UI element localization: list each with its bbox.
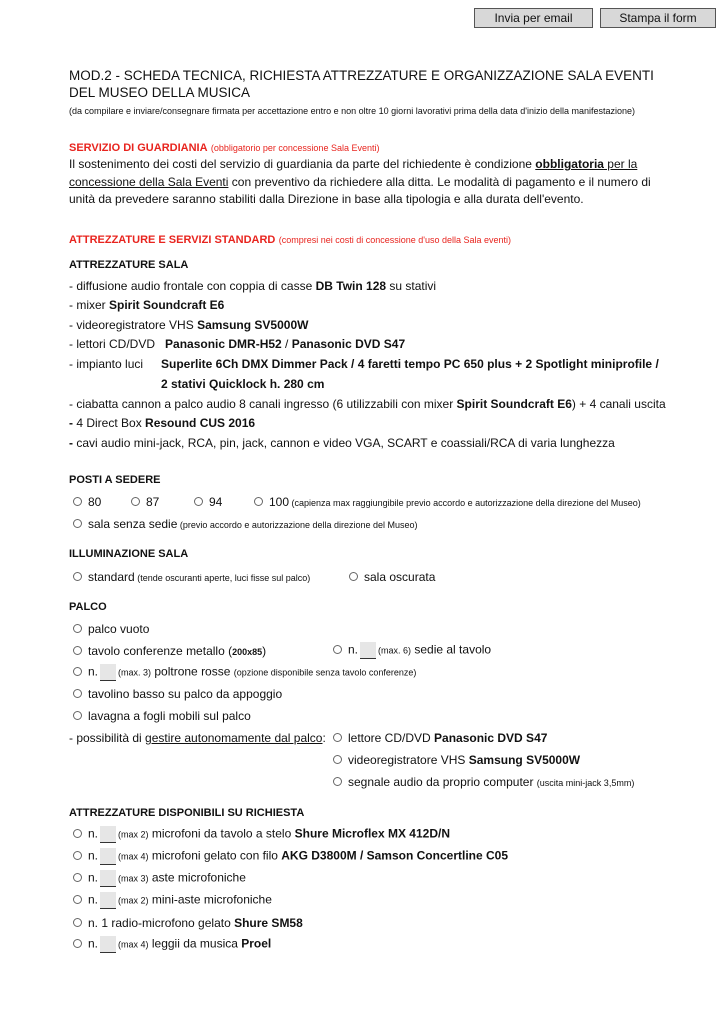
- sala-line-1: - diffusione audio frontale con coppia di casse DB Twin 128 su stativi: [69, 279, 437, 293]
- radio-richiesta-6[interactable]: [73, 939, 82, 948]
- radio-tavolino[interactable]: [73, 689, 82, 698]
- sala-line-2: - mixer Spirit Soundcraft E6: [69, 298, 225, 312]
- posti-heading: POSTI A SEDERE: [69, 474, 161, 486]
- palco-option-vhs[interactable]: videoregistratore VHS Samsung SV5000W: [333, 753, 580, 767]
- radio-palco-vuoto[interactable]: [73, 624, 82, 633]
- illum-heading: ILLUMINAZIONE SALA: [69, 548, 189, 560]
- palco-heading: PALCO: [69, 601, 107, 613]
- palco-autonomo-label: - possibilità di gestire autonomamente dal palco:: [69, 731, 326, 745]
- posti-option-94[interactable]: 94: [194, 495, 222, 509]
- radio-vhs[interactable]: [333, 755, 342, 764]
- sedie-quantity-field[interactable]: [360, 642, 376, 659]
- email-button[interactable]: Invia per email: [474, 8, 593, 28]
- form-subtitle: (da compilare e inviare/consegnare firmata per accettazione entro e non oltre 10 giorni lavorativi prima della data d'inizio della manifestazione): [69, 106, 636, 116]
- richiesta-1-quantity-field[interactable]: [100, 826, 116, 843]
- radio-computer[interactable]: [333, 777, 342, 786]
- radio-senza-sedie[interactable]: [73, 519, 82, 528]
- sala-line-8: - 4 Direct Box Resound CUS 2016: [69, 416, 256, 430]
- richiesta-item-1[interactable]: n. (max 2) microfoni da tavolo a stelo Shure Microflex MX 412D/N: [73, 826, 450, 843]
- guardiania-heading: SERVIZIO DI GUARDIANIA (obbligatorio per concessione Sala Eventi): [69, 142, 380, 154]
- palco-option-lettore[interactable]: lettore CD/DVD Panasonic DVD S47: [333, 731, 547, 745]
- palco-option-tavolino[interactable]: tavolino basso su palco da appoggio: [73, 687, 282, 701]
- radio-lettore[interactable]: [333, 733, 342, 742]
- richiesta-item-6[interactable]: n. (max 4) leggii da musica Proel: [73, 936, 271, 953]
- richiesta-item-5[interactable]: n. 1 radio-microfono gelato Shure SM58: [73, 916, 303, 930]
- palco-option-poltrone[interactable]: n. (max. 3) poltrone rosse (opzione disponibile senza tavolo conferenze): [73, 664, 416, 681]
- radio-100[interactable]: [254, 497, 263, 506]
- sala-line-4: - lettori CD/DVD Panasonic DMR-H52 / Panasonic DVD S47: [69, 337, 406, 351]
- sala-line-5-detail: Superlite 6Ch DMX Dimmer Pack / 4 faretti tempo PC 650 plus + 2 Spotlight miniprofile /: [161, 357, 659, 371]
- form-title: MOD.2 - SCHEDA TECNICA, RICHIESTA ATTREZZATURE E ORGANIZZAZIONE SALA EVENTI DEL MUSEO DELLA MUSICA (da compilare e inviare/consegnare firmata per accettazione entro e non oltre 10 giorni lavorativi prima della data d'inizio della manifestazione): [69, 68, 654, 116]
- sala-line-3: - videoregistratore VHS Samsung SV5000W: [69, 318, 309, 332]
- sala-heading: ATTREZZATURE SALA: [69, 259, 189, 271]
- illum-option-oscurata[interactable]: sala oscurata: [349, 570, 435, 584]
- radio-standard[interactable]: [73, 572, 82, 581]
- poltrone-quantity-field[interactable]: [100, 664, 116, 681]
- palco-option-sedie[interactable]: n. (max. 6) sedie al tavolo: [333, 642, 491, 659]
- richiesta-item-2[interactable]: n. (max 4) microfoni gelato con filo AKG D3800M / Samson Concertline C05: [73, 848, 508, 865]
- palco-option-computer[interactable]: segnale audio da proprio computer (uscita mini-jack 3,5mm): [333, 775, 634, 789]
- standard-heading: ATTREZZATURE E SERVIZI STANDARD (compresi nei costi di concessione d'uso della Sala eventi): [69, 234, 512, 246]
- guardiania-text: Il sostenimento dei costi del servizio di guardiania da parte del richiedente è condizione obbligatoria per la concessione della Sala Eventi con preventivo da richiedere alla ditta. Le modalità di pagamento e il numero di unità da prevedere saranno stabiliti dalla Direzione in base alla tipologia e alla durata dell'evento.: [69, 157, 651, 206]
- richiesta-2-quantity-field[interactable]: [100, 848, 116, 865]
- print-button[interactable]: Stampa il form: [600, 8, 716, 28]
- posti-option-87[interactable]: 87: [131, 495, 159, 509]
- sala-line-7: - ciabatta cannon a palco audio 8 canali ingresso (6 utilizzabili con mixer Spirit Soundcraft E6) + 4 canali uscita: [69, 397, 666, 411]
- richiesta-6-quantity-field[interactable]: [100, 936, 116, 953]
- radio-oscurata[interactable]: [349, 572, 358, 581]
- sala-line-6: 2 stativi Quicklock h. 280 cm: [161, 377, 325, 391]
- posti-option-80[interactable]: 80: [73, 495, 101, 509]
- posti-option-senza-sedie[interactable]: sala senza sedie (previo accordo e autorizzazione della direzione del Museo): [73, 517, 418, 531]
- palco-option-tavolo[interactable]: tavolo conferenze metallo (200x85): [73, 644, 266, 658]
- sala-line-9: - cavi audio mini-jack, RCA, pin, jack, cannon e video VGA, SCART e coassiali/RCA di varia lunghezza: [69, 436, 615, 450]
- sala-line-5: - impianto luci: [69, 357, 144, 371]
- richiesta-4-quantity-field[interactable]: [100, 892, 116, 909]
- richiesta-3-quantity-field[interactable]: [100, 870, 116, 887]
- radio-87[interactable]: [131, 497, 140, 506]
- richiesta-item-4[interactable]: n. (max 2) mini-aste microfoniche: [73, 892, 272, 909]
- richiesta-item-3[interactable]: n. (max 3) aste microfoniche: [73, 870, 246, 887]
- palco-option-vuoto[interactable]: palco vuoto: [73, 622, 149, 636]
- radio-richiesta-5[interactable]: [73, 918, 82, 927]
- radio-lavagna[interactable]: [73, 711, 82, 720]
- radio-94[interactable]: [194, 497, 203, 506]
- radio-80[interactable]: [73, 497, 82, 506]
- illum-option-standard[interactable]: standard (tende oscuranti aperte, luci fisse sul palco): [73, 570, 310, 584]
- palco-option-lavagna[interactable]: lavagna a fogli mobili sul palco: [73, 709, 251, 723]
- radio-sedie[interactable]: [333, 645, 342, 654]
- radio-richiesta-1[interactable]: [73, 829, 82, 838]
- posti-option-100[interactable]: 100 (capienza max raggiungibile previo accordo e autorizzazione della direzione del Museo): [254, 495, 641, 509]
- radio-richiesta-4[interactable]: [73, 895, 82, 904]
- radio-tavolo[interactable]: [73, 646, 82, 655]
- radio-richiesta-2[interactable]: [73, 851, 82, 860]
- radio-poltrone[interactable]: [73, 667, 82, 676]
- radio-richiesta-3[interactable]: [73, 873, 82, 882]
- richiesta-heading: ATTREZZATURE DISPONIBILI SU RICHIESTA: [69, 807, 305, 819]
